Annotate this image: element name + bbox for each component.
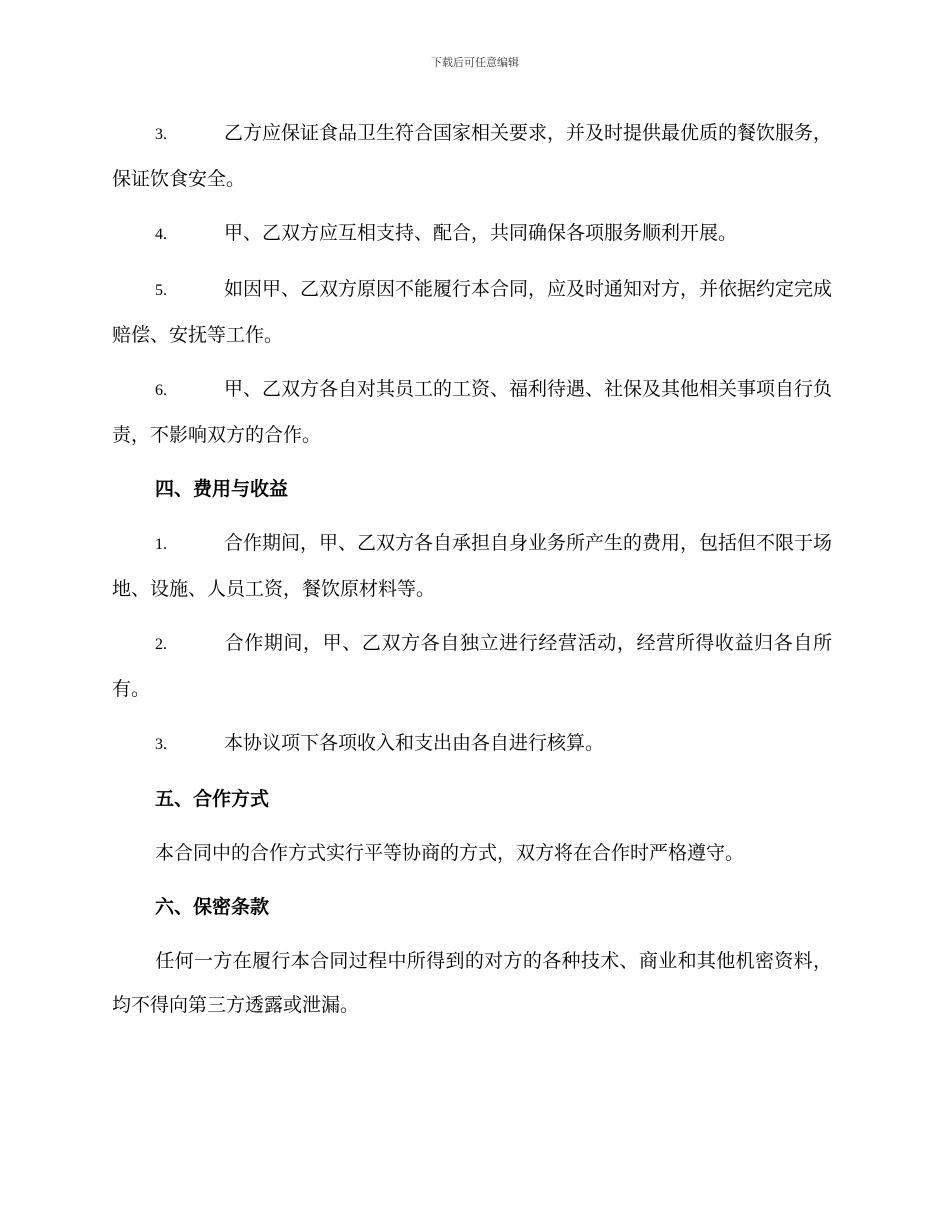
- section-paragraph: [112, 939, 832, 1027]
- paragraph-text: 任何一方在履行本合同过程中所得到的对方的各种技术、商业和其他机密资料，均不得向第三方透露或泄漏。: [112, 950, 832, 1016]
- item-text: 如因甲、乙双方原因不能履行本合同，应及时通知对方，并依据约定完成赔偿、安抚等工作。: [112, 278, 833, 346]
- item-number: 2.: [155, 636, 167, 653]
- list-item: [112, 621, 832, 711]
- document-body: [112, 111, 832, 1037]
- item-text: 合作期间，甲、乙双方各自独立进行经营活动，经营所得收益归各自所有。: [112, 632, 832, 700]
- item-number: 5.: [155, 282, 167, 299]
- list-item: [112, 211, 832, 257]
- item-number: 3.: [155, 736, 167, 753]
- list-item: [112, 521, 832, 611]
- section-paragraph: 本合同中的合作方式实行平等协商的方式，双方将在合作时严格遵守。: [155, 842, 745, 864]
- item-text: 甲、乙双方应互相支持、配合，共同确保各项服务顺利开展。: [224, 222, 738, 244]
- item-number: 1.: [155, 536, 167, 553]
- list-item: [112, 721, 832, 767]
- item-number: 4.: [155, 226, 167, 243]
- item-text: 合作期间，甲、乙双方各自承担自身业务所产生的费用，包括但不限于场地、设施、人员工资，餐饮原材料等。: [112, 532, 833, 600]
- item-text: 乙方应保证食品卫生符合国家相关要求，并及时提供最优质的餐饮服务，保证饮食安全。: [112, 122, 833, 190]
- item-text: 甲、乙双方各自对其员工的工资、福利待遇、社保及其他相关事项自行负责，不影响双方的合作。: [112, 378, 833, 446]
- item-number: 3.: [155, 126, 167, 143]
- section-heading-confidentiality: 六、保密条款: [155, 896, 270, 918]
- list-item: [112, 267, 832, 357]
- list-item: [112, 367, 832, 457]
- section-heading-fees: 四、费用与收益: [155, 478, 289, 500]
- section-heading-cooperation: 五、合作方式: [155, 788, 270, 810]
- item-text: 本协议项下各项收入和支出由各自进行核算。: [224, 732, 605, 754]
- list-item: [112, 111, 832, 201]
- item-number: 6.: [155, 382, 167, 399]
- page-header: 下载后可任意编辑: [431, 56, 519, 69]
